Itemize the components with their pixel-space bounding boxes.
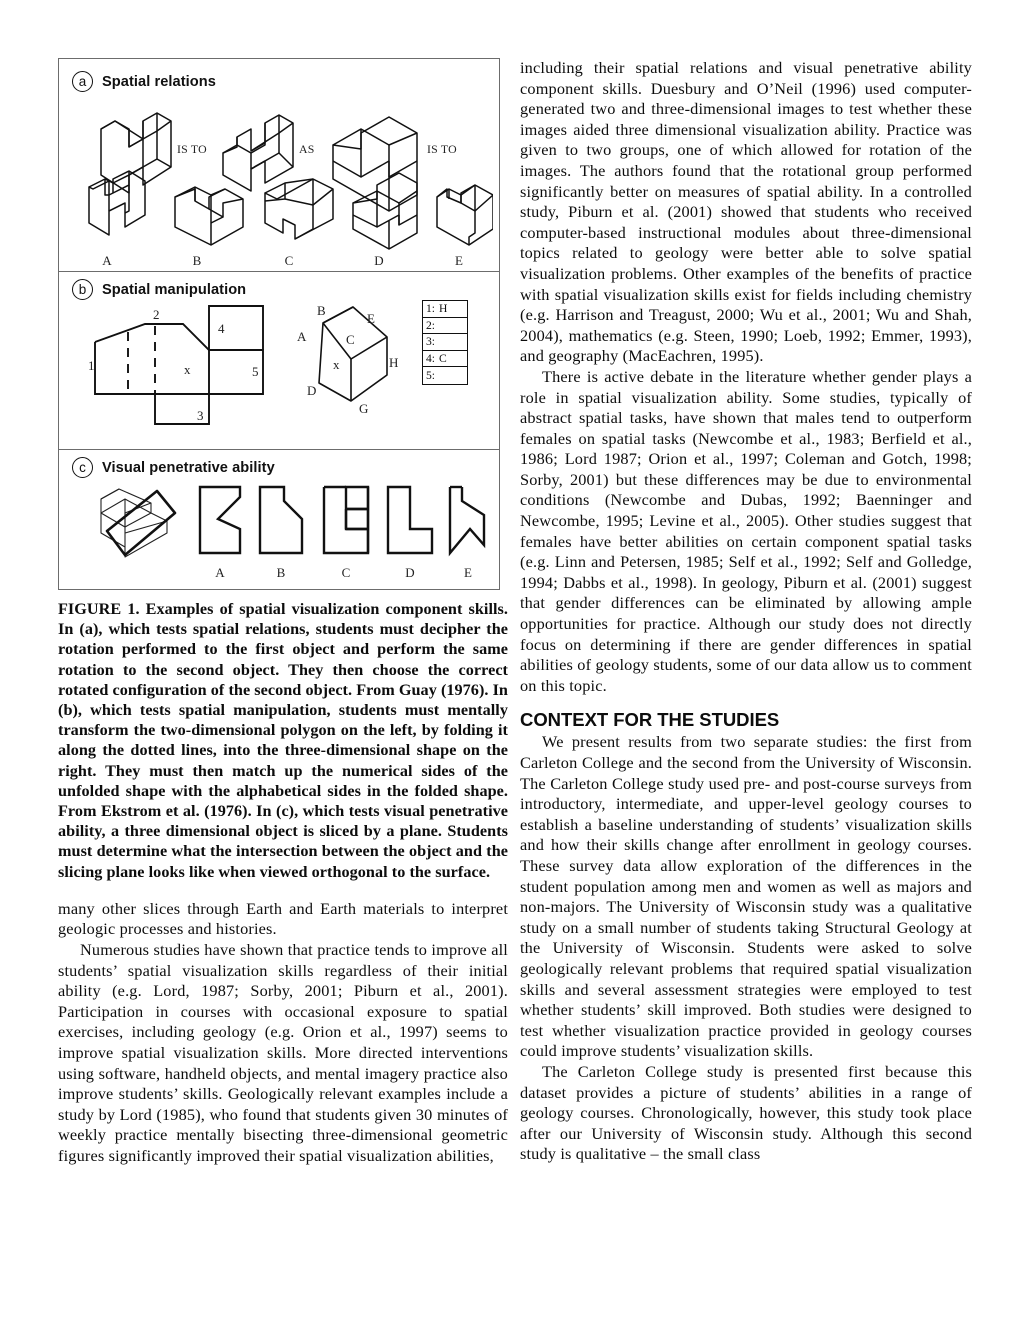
- panel-a-circle-icon: a: [72, 71, 93, 92]
- unfolded-x-label: x: [184, 362, 191, 377]
- right-section-paragraph-1: We present results from two separate studies: the first from Carleton College and the second from the University of Wisconsin. The Carleton College study used pre- and post-course surveys from introductory, intermediate, and upper-level geology courses to establish a baseline understanding of students’ visualization skills and how their skills change after enrollment in geology courses. These survey data allow exploration of the differences in the student population among men and women as well as majors and non-majors. The University of Wisconsin study was a qualitative study on a small number of students taking Structural Geology at the University of Wisconsin. Students were asked to solve geologically relevant problems that required spatial visualization skills and several assessment strategies were employed to test whether students’ skill improved. Both studies were designed to test whether visualization practice provided in geology courses could improve students’ visualization skills.: [520, 732, 972, 1061]
- panel-a-option-label-d: D: [374, 253, 384, 268]
- panel-a-option-label-b: B: [192, 253, 202, 268]
- folded-x-label: x: [333, 357, 340, 372]
- panel-c-sliced-object: [89, 483, 189, 567]
- panel-divider-b-c: [59, 449, 499, 450]
- panel-c-title: Visual penetrative ability: [102, 459, 275, 476]
- folded-vertex-a: A: [297, 329, 307, 344]
- unfolded-number-5: 5: [252, 364, 259, 379]
- panel-c-circle-icon: c: [72, 457, 93, 478]
- unfolded-number-4: 4: [218, 321, 225, 336]
- answer-row-1[interactable]: [423, 301, 467, 318]
- panel-b-circle-icon: b: [72, 279, 93, 300]
- panel-c-option-label-e: E: [464, 565, 472, 580]
- panel-c-label: [72, 457, 275, 478]
- answer-row-4-number: 4:: [426, 352, 436, 366]
- right-paragraph-2: There is active debate in the literature whether gender plays a role in spatial visualization ability. Some studies, typically of abstract spatial tasks, have shown that males tend to outperform females on spatial tasks (Newcombe et al., 1983; Berfield et al., 1986; Lord 1987; Orion et al., 1997; Coleman and Gotch, 1998; Sorby, 2001) but these differences may be due to environmental conditions (Newcombe and Dubas, 1992; Baenninger and Newcombe, 1995; Levine et al., 2005). Other studies suggest that females have better abilities on certain component spatial tasks (e.g. Linn and Petersen, 1985; Self et al., 1992; Self and Golledge, 1994; Dabbs et al., 1998). In geology, Piburn et al. (2001) suggest that gender differences can be eliminated by allowing ample opportunities for practice. Although our study does not directly focus on determining if there are gender differences in spatial abilities of geology students, some of our data allow us to comment on this topic.: [520, 366, 972, 695]
- folded-vertex-e: E: [367, 311, 375, 326]
- section-heading-context: CONTEXT FOR THE STUDIES: [520, 709, 780, 731]
- left-paragraph-1: many other slices through Earth and Earth materials to interpret geologic processes and histories.: [58, 898, 508, 939]
- relation-word-1: AS: [299, 142, 315, 156]
- panel-c-option-label-b: B: [276, 565, 286, 580]
- answer-row-3-number: 3:: [426, 335, 436, 349]
- relation-word-2: IS TO: [427, 142, 457, 156]
- panel-a-option-label-a: A: [102, 253, 112, 268]
- answer-row-5-number: 5:: [426, 369, 436, 383]
- panel-b-folded-solid: [293, 297, 405, 417]
- panel-divider-a-b: [59, 271, 499, 272]
- panel-a-options: [73, 161, 493, 281]
- panel-c-options: [194, 479, 490, 589]
- panel-b-label: [72, 279, 246, 300]
- left-paragraph-2: Numerous studies have shown that practice tends to improve all students’ spatial visualization skills regardless of their initial ability (e.g. Lord, 1987; Sorby, 2001; Piburn et al., 2001). Participation in courses with occasional exposure to spatial exercises, including geology (e.g. Orion et al., 1997) seems to improve spatial visualization skills. More directed interventions using software, handheld objects, and mental imagery practice also improve students’ skills. Geologically relevant examples include a study by Lord (1985), who found that students given 30 minutes of weekly practice mentally bisecting three-dimensional geometric figures significantly improved their spatial visualization abilities,: [58, 940, 508, 1165]
- panel-b-title: Spatial manipulation: [102, 281, 247, 298]
- unfolded-number-3: 3: [197, 408, 204, 423]
- folded-vertex-c: C: [346, 332, 355, 347]
- left-column: [58, 58, 508, 1167]
- panel-c-option-label-a: A: [215, 565, 225, 580]
- folded-vertex-h: H: [389, 355, 399, 370]
- answer-row-4-value: C: [439, 352, 447, 366]
- answer-row-4[interactable]: [423, 351, 467, 368]
- folded-vertex-d: D: [307, 383, 317, 398]
- unfolded-number-2: 2: [153, 307, 160, 322]
- answer-row-3[interactable]: [423, 334, 467, 351]
- panel-b-unfolded-polygon: [87, 302, 277, 434]
- figure-1-box: [58, 58, 500, 590]
- answer-row-1-value: H: [439, 302, 448, 316]
- panel-a-option-label-e: E: [455, 253, 463, 268]
- panel-b-answer-table: [422, 300, 468, 385]
- panel-c-option-label-c: C: [341, 565, 351, 580]
- answer-row-2[interactable]: [423, 318, 467, 335]
- figure-1-caption: FIGURE 1. Examples of spatial visualization component skills. In (a), which tests spatial relations, students must decipher the rotation performed to the first object and perform the same rotation to the second object. They then choose the correct rotated configuration of the second object. From Guay (1976). In (b), which tests spatial manipulation, students must mentally transform the two-dimensional polygon on the left, by folding it along the dotted lines, into the three-dimensional shape on the right. They must then match up the numerical sides of the unfolded shape with the alphabetical sides in the folded shape. From Ekstrom et al. (1976). In (c), which tests visual penetrative ability, a three dimensional object is sliced by a plane. Students must determine what the intersection between the object and the slicing plane looks like when viewed orthogonal to the surface.: [58, 600, 508, 881]
- paragraph-gap: [58, 882, 508, 899]
- panel-c-option-label-d: D: [405, 565, 415, 580]
- right-section-paragraph-2: The Carleton College study is presented first because this dataset provides a picture of students’ abilities in a range of geology courses. Chronologically, however, this study took place after our University of Wisconsin study. Although this second study is qualitative – the small class: [520, 1061, 972, 1164]
- answer-row-1-number: 1:: [426, 302, 436, 316]
- right-paragraph-1: including their spatial relations and visual penetrative ability component skills. Duesbury and O’Neil (1996) used computer-generated two and three-dimensional images to test whether these images aided three dimensional visualization ability. Practice was given to two groups, one of which allowed for rotation of the images. The authors found that the rotational group performed significantly better on measures of spatial ability. In a controlled study, Piburn et al. (2001) showed that students who received computer-based instructional modules about three-dimensional topics related to geology were better able to solve spatial visualization problems. Other examples of the benefits of practice with spatial visualization skills exist for fields including chemistry (e.g. Harrison and Treagust, 2000; Wu et al., 2001; Wu and Shah, 2004), mathematics (e.g. Steen, 1990; Loeb, 1992; Emmer, 1993), and geography (MacEachren, 1995).: [520, 58, 972, 366]
- answer-row-5[interactable]: [423, 367, 467, 384]
- panel-a-label: [72, 71, 216, 92]
- folded-vertex-b: B: [317, 303, 326, 318]
- unfolded-number-1: 1: [88, 358, 95, 373]
- panel-a-title: Spatial relations: [102, 73, 216, 90]
- panel-a-option-label-c: C: [284, 253, 294, 268]
- right-column: [520, 58, 972, 1165]
- answer-row-2-number: 2:: [426, 318, 436, 332]
- folded-vertex-g: G: [359, 401, 369, 416]
- relation-word-0: IS TO: [177, 142, 207, 156]
